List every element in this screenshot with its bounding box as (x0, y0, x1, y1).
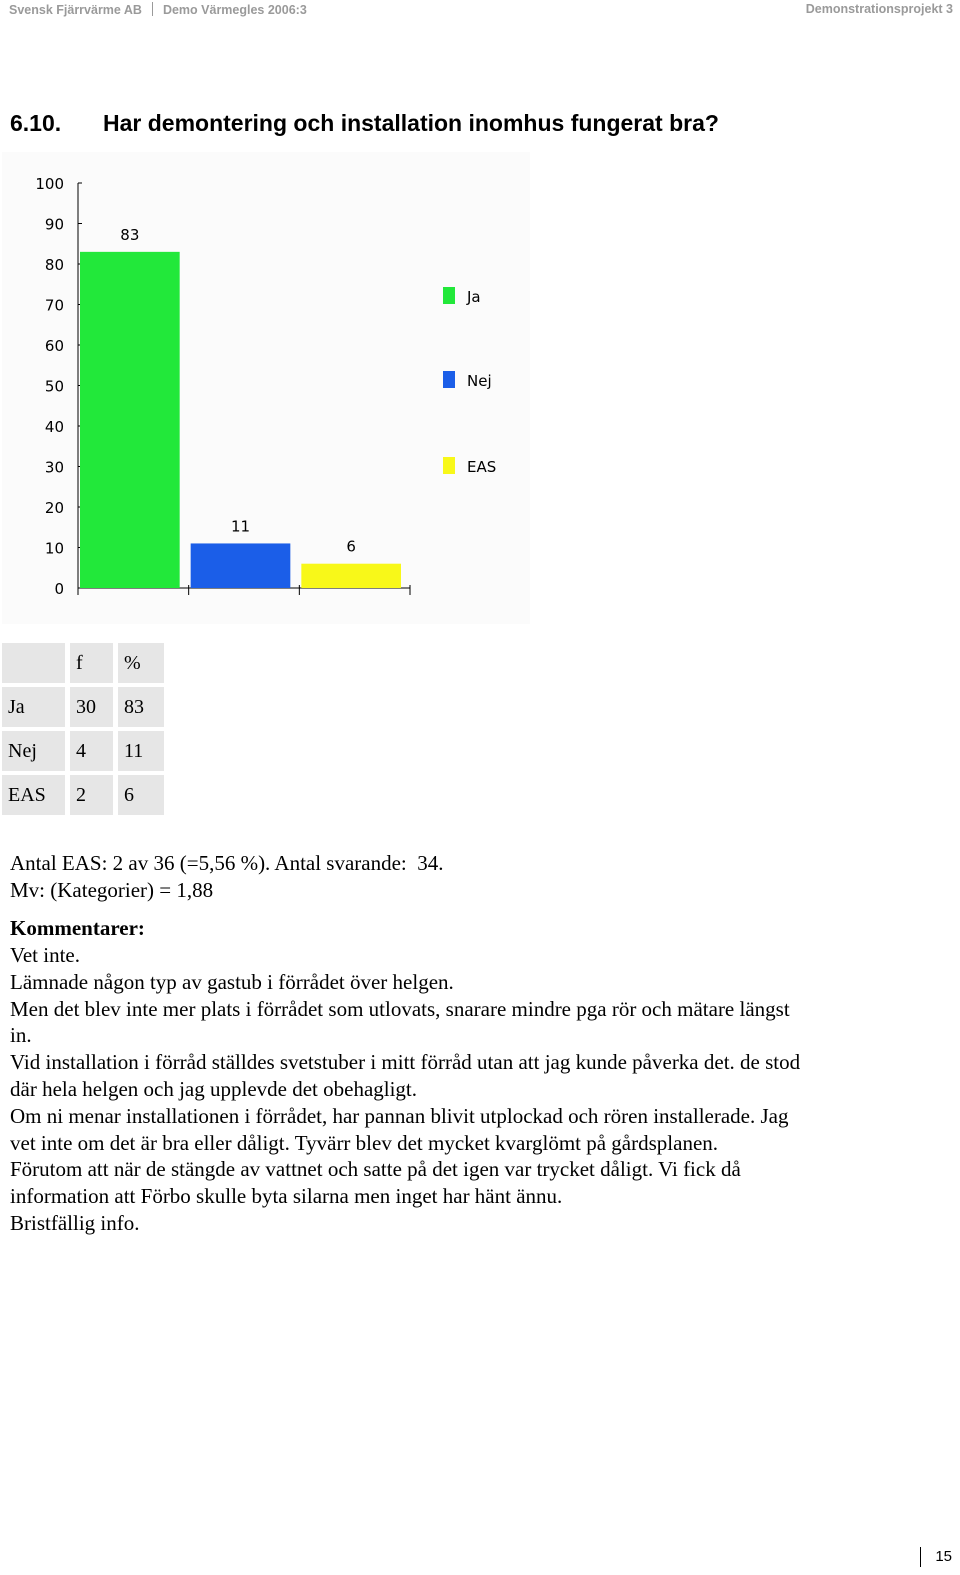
header-left (9, 2, 307, 17)
stats-line-mean: Mv: (Kategorier) = 1,88 (10, 878, 214, 902)
comments-list (10, 942, 810, 1237)
table-cell: 11 (118, 731, 164, 771)
bar-nej (191, 543, 291, 588)
y-tick-label: 10 (44, 539, 64, 558)
table-cell: EAS (2, 775, 65, 815)
report-name: Demo Värmegles 2006:3 (162, 3, 307, 17)
header-divider (152, 2, 153, 16)
table-row (2, 687, 164, 727)
table-cell: Ja (2, 687, 65, 727)
table-header-cell: % (118, 643, 164, 683)
legend-swatch (443, 287, 455, 304)
comment-item: Förutom att när de stängde av vattnet och satte på det igen var trycket dåligt. Vi fick då information att Förbo skulle byta silarna men inget har hänt ännu. (10, 1157, 741, 1209)
bar-value-label: 11 (230, 517, 251, 536)
comments-heading: Kommentarer: (10, 916, 145, 940)
bar-eas (301, 564, 401, 588)
comment-item: Vid installation i förråd ställdes svetstuber i mitt förråd utan att jag kunde påverka det. de stod där hela helgen och jag upplevde det obehagligt. (10, 1050, 801, 1101)
bar-chart-svg (2, 152, 530, 624)
table-cell: 30 (70, 687, 113, 727)
legend-swatch (443, 457, 455, 474)
y-tick-label: 70 (44, 296, 64, 315)
legend-swatch (443, 371, 455, 388)
y-tick-label: 90 (44, 215, 64, 234)
table-cell: 2 (70, 775, 113, 815)
project-name: Demonstrationsprojekt 3 (805, 2, 953, 16)
y-tick-label: 0 (54, 580, 64, 598)
section-title: Har demontering och installation inomhus fungerat bra? (103, 110, 719, 136)
section-number: 6.10. (10, 110, 62, 136)
table-cell: 4 (70, 731, 113, 771)
comment-item: Lämnade någon typ av gastub i förrådet över helgen. (10, 969, 454, 994)
comment-item: Om ni menar installationen i förrådet, har pannan blivit utplockad och rören installerade. Jag vet inte om det är bra eller dåligt. Tyvärr blev det mycket kvarglömt på gårdsplanen. (10, 1103, 789, 1155)
comment-item: Men det blev inte mer plats i förrådet som utlovats, snarare mindre pga rör och mätare längst in. (10, 996, 790, 1048)
bar-chart (2, 152, 530, 624)
bar-ja (80, 252, 180, 588)
bar-value-label: 83 (120, 225, 140, 244)
table-cell: 83 (118, 687, 164, 727)
comment-item: Vet inte. (10, 943, 80, 967)
table-row (2, 775, 164, 815)
table-cell: Nej (2, 731, 65, 771)
table-cell: 6 (118, 775, 164, 815)
table-header-cell (2, 643, 65, 683)
company-name: Svensk Fjärrvärme AB (9, 3, 142, 17)
section-heading (10, 110, 719, 137)
y-tick-label: 20 (44, 499, 64, 517)
legend-label: Ja (467, 288, 481, 306)
y-tick-label: 100 (35, 175, 64, 193)
legend-label: Nej (467, 372, 492, 390)
stats-line-eas: Antal EAS: 2 av 36 (=5,56 %). Antal svarande: 34. (10, 851, 444, 875)
y-tick-label: 60 (44, 337, 64, 355)
table-header-cell: f (70, 643, 113, 683)
table-header-row (2, 643, 164, 683)
bar-value-label: 6 (346, 537, 356, 556)
y-tick-label: 30 (44, 458, 64, 477)
statistics (10, 850, 444, 904)
y-tick-label: 40 (44, 418, 64, 436)
y-tick-label: 80 (44, 256, 64, 274)
legend-label: EAS (467, 458, 497, 476)
y-tick-label: 50 (44, 377, 64, 396)
table-row (2, 731, 164, 771)
page-header (9, 2, 953, 20)
comments-section (10, 915, 810, 1237)
page-number: 15 (920, 1547, 952, 1567)
frequency-table (0, 639, 169, 819)
comment-item: Bristfällig info. (10, 1210, 140, 1235)
